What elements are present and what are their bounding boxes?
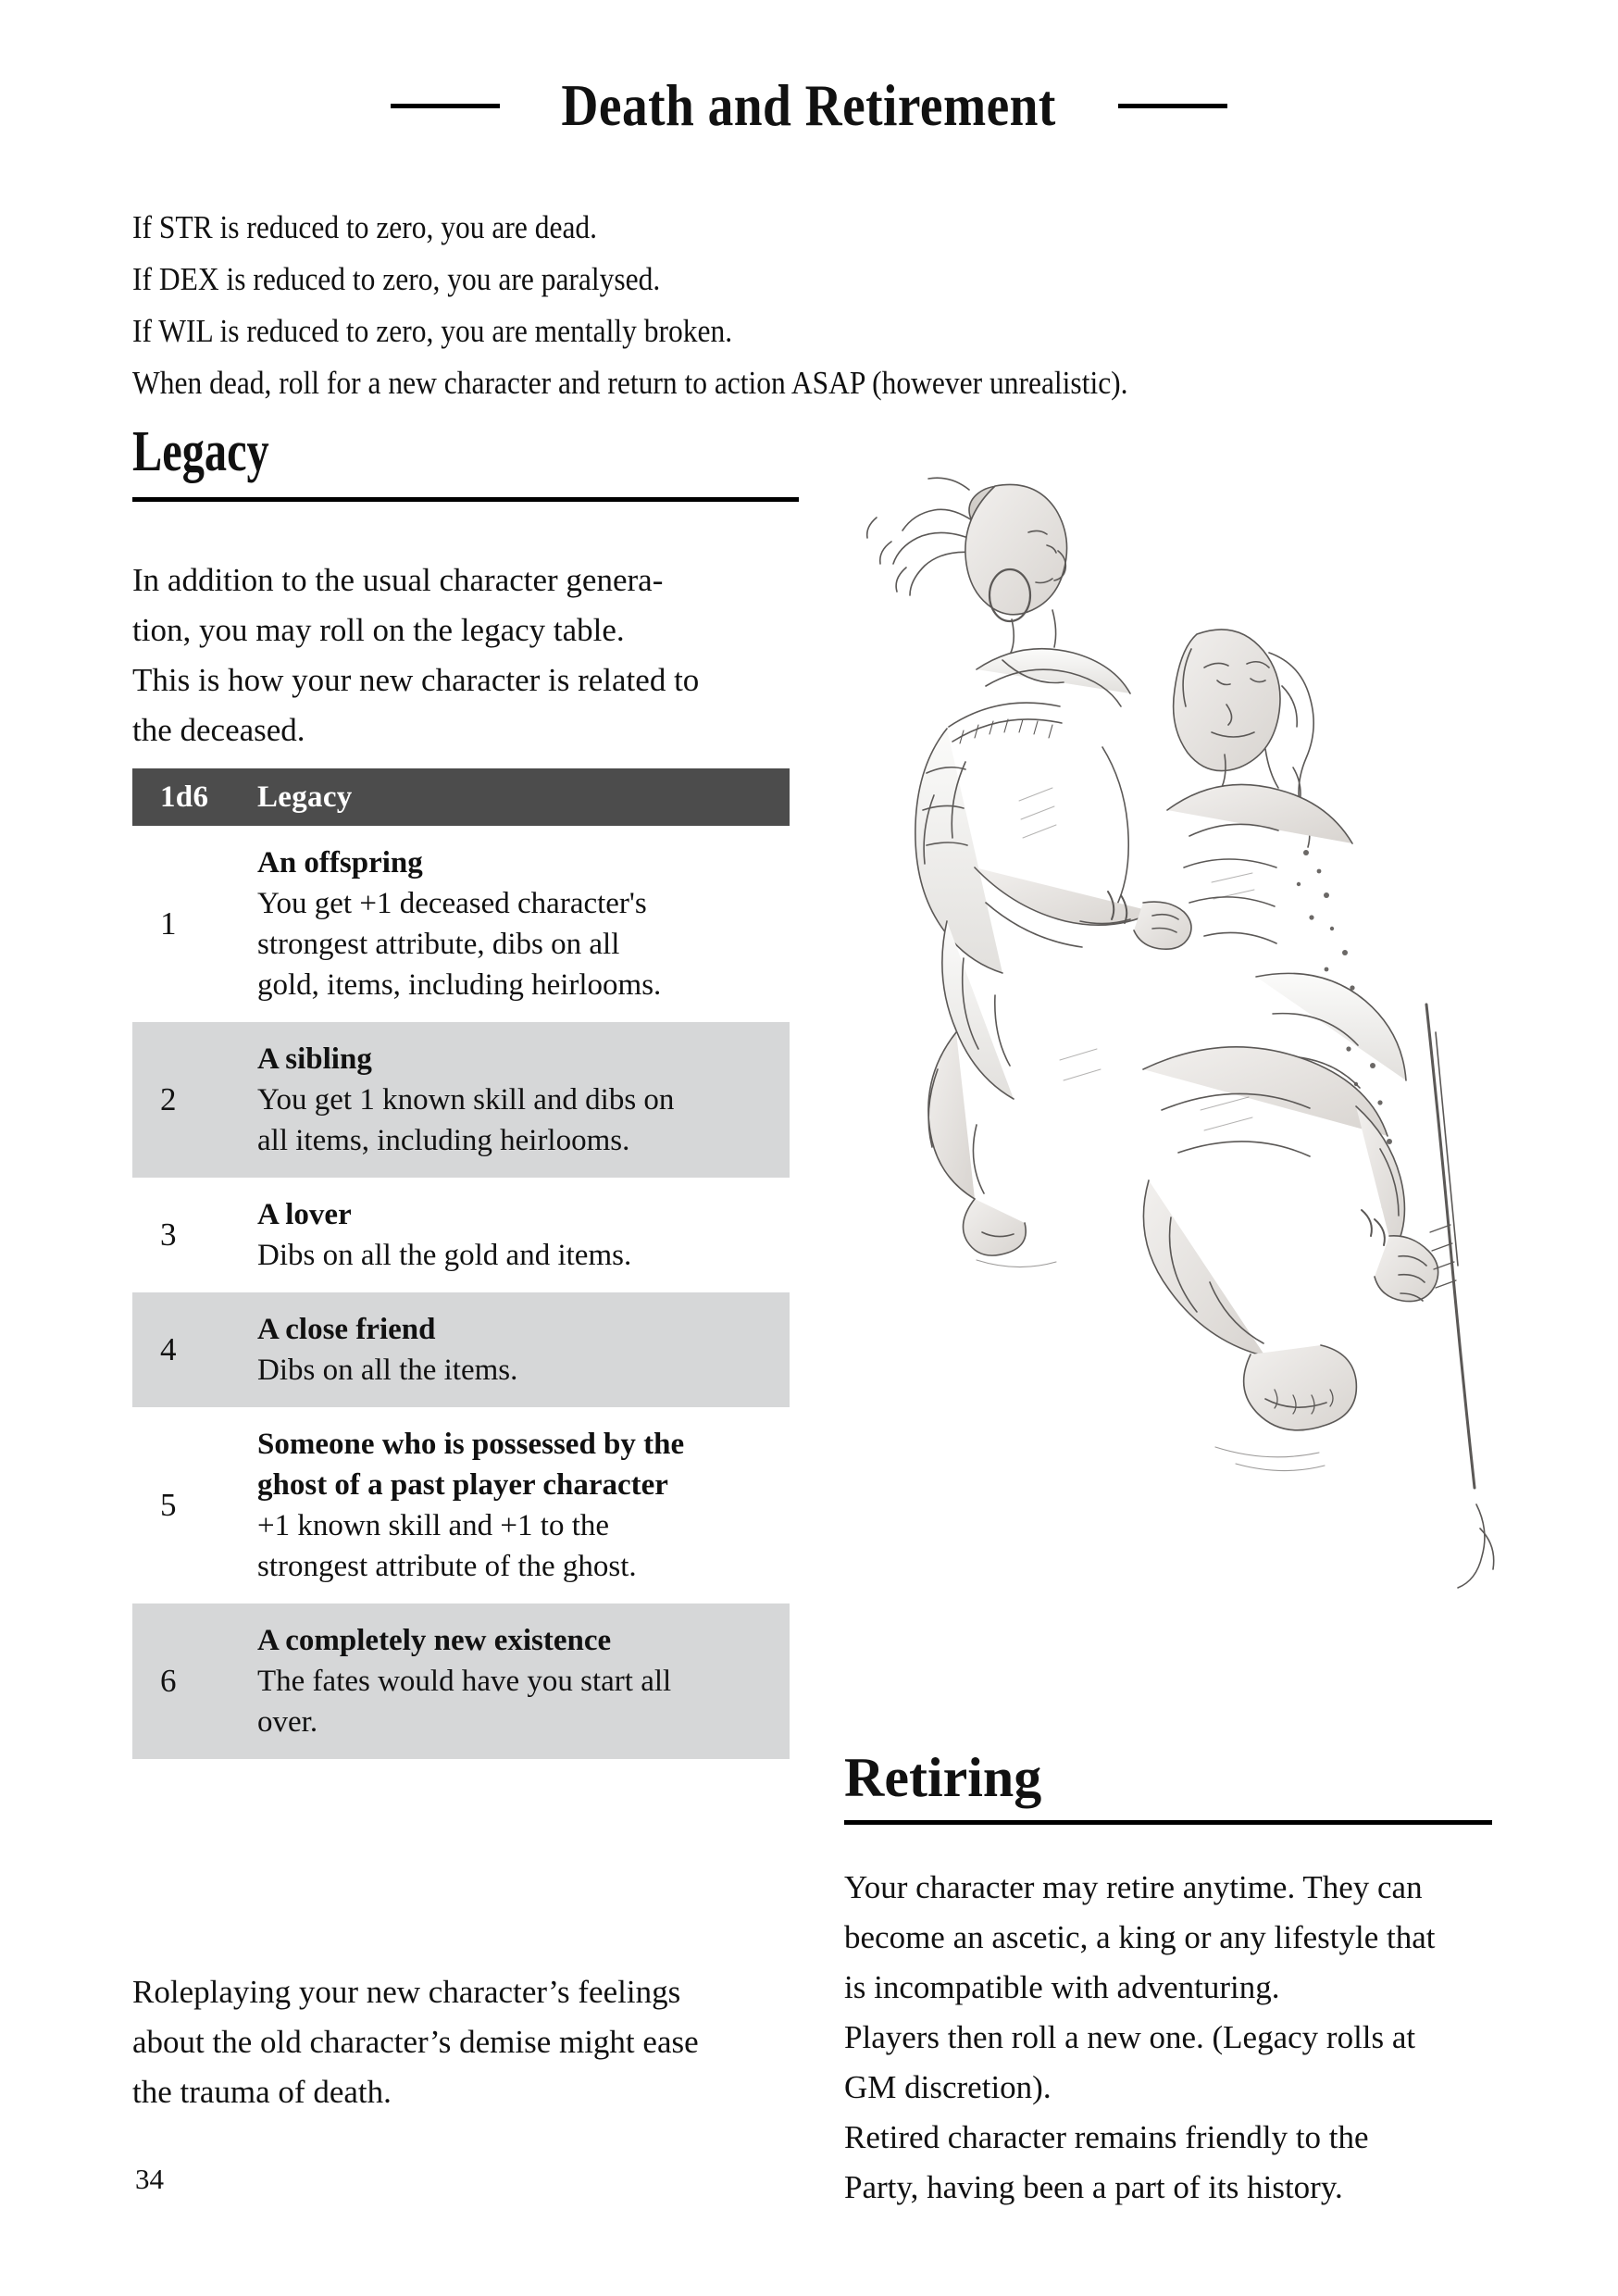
row-roll: 1 [160,905,177,942]
row-desc-line: strongest attribute, dibs on all [257,928,620,961]
column-header-roll: 1d6 [160,780,209,814]
title-rule-right [1118,104,1227,108]
page-number: 34 [135,2163,164,2195]
row-desc-line: gold, items, including heirlooms. [257,968,662,1002]
table-row [132,1292,790,1407]
table-row [132,1022,790,1178]
row-desc-line: over. [257,1705,318,1739]
retiring-line: GM discretion). [844,2069,1052,2105]
intro-line: When dead, roll for a new character and return to action ASAP (however unrealistic). [132,365,1128,401]
row-desc-line: all items, including heirlooms. [257,1124,630,1157]
legacy-outro-line: the trauma of death. [132,2074,392,2110]
legacy-lead-line: the deceased. [132,712,305,748]
retiring-line: Retired character remains friendly to the [844,2119,1369,2155]
legacy-outro-paragraph [132,1967,817,2117]
intro-line: If STR is reduced to zero, you are dead. [132,209,598,245]
retiring-line: Party, having been a part of its history. [844,2169,1343,2205]
section-legacy-header [132,421,799,502]
table-row [132,1407,790,1603]
row-title-line: ghost of a past player character [257,1468,668,1502]
intro-line: If WIL is reduced to zero, you are mentally broken. [132,313,733,349]
retiring-body [844,1863,1511,2213]
legacy-lead-line: This is how your new character is related to [132,662,700,698]
row-title: A close friend [257,1313,436,1346]
row-desc-line: You get 1 known skill and dibs on [257,1083,675,1117]
row-desc-line: The fates would have you start all [257,1665,672,1698]
row-content [257,1309,767,1391]
row-roll: 2 [160,1081,177,1117]
retiring-line: Players then roll a new one. (Legacy rolls at [844,2019,1416,2055]
row-desc-line: Dibs on all the gold and items. [257,1239,632,1272]
row-content [257,1424,767,1587]
illustration-pencil-sketch [838,421,1541,1736]
row-roll: 4 [160,1331,177,1367]
row-title: An offspring [257,846,423,880]
row-roll: 6 [160,1663,177,1699]
legacy-outro-line: about the old character’s demise might ease [132,2024,699,2060]
row-desc-line: Dibs on all the items. [257,1354,518,1387]
legacy-outro-line: Roleplaying your new character’s feelings [132,1974,681,2010]
legacy-lead-line: In addition to the usual character genera- [132,562,664,598]
row-title: A completely new existence [257,1624,612,1657]
row-content [257,842,767,1005]
legacy-lead-paragraph [132,555,813,755]
row-title: A sibling [257,1042,372,1076]
page-title [0,72,1618,140]
row-content [257,1194,767,1276]
table-row [132,1178,790,1292]
row-title-line: Someone who is possessed by the [257,1428,685,1461]
row-content [257,1039,767,1161]
column-header-legacy: Legacy [257,780,353,814]
page-title-text: Death and Retirement [561,73,1057,138]
retiring-line: become an ascetic, a king or any lifestyle that [844,1919,1436,1955]
legacy-lead-line: tion, you may roll on the legacy table. [132,612,625,648]
row-roll: 3 [160,1217,177,1253]
row-roll: 5 [160,1487,177,1523]
table-row [132,826,790,1022]
row-desc-line: You get +1 deceased character's [257,887,647,920]
legacy-table-header [132,768,790,826]
table-row [132,1603,790,1759]
retiring-heading: Retiring [844,1747,1042,1808]
retiring-line: Your character may retire anytime. They can [844,1869,1423,1905]
retiring-heading-rule [844,1820,1492,1825]
intro-line: If DEX is reduced to zero, you are paralysed. [132,261,661,297]
row-desc-line: strongest attribute of the ghost. [257,1550,637,1583]
row-title: A lover [257,1198,352,1231]
legacy-heading: Legacy [132,420,269,483]
legacy-heading-rule [132,497,799,502]
row-content [257,1620,767,1742]
retiring-line: is incompatible with adventuring. [844,1969,1280,2005]
section-retiring-header [844,1748,1492,1825]
legacy-table [132,768,790,1759]
row-desc-line: +1 known skill and +1 to the [257,1509,610,1542]
title-rule-left [391,104,500,108]
intro-block [132,202,1502,409]
